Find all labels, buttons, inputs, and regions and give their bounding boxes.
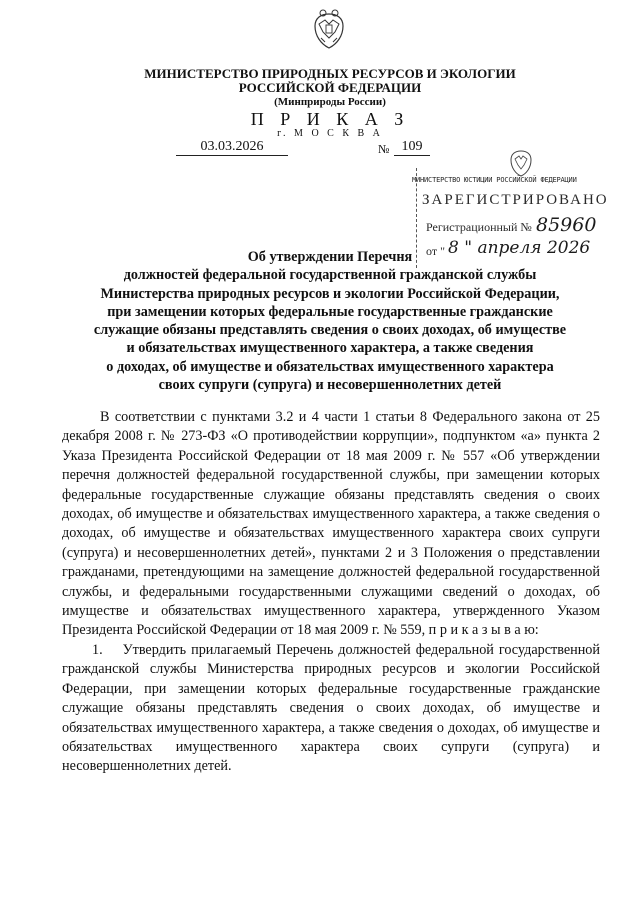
stamp-organization: МИНИСТЕРСТВО ЮСТИЦИИ РОССИЙСКОЙ ФЕДЕРАЦИИ xyxy=(412,176,577,184)
item-1-paragraph: 1. Утвердить прилагаемый Перечень должностей федеральной государственной гражданской службы Министерства природных ресурсов и экологии Российской Федерации, при замещении которых федеральные государственные гражданские служащие обязаны представлять сведения о своих доходах, об имуществе и обязательствах имущественного характера, а также сведения о доходах, об имуществе и обязательствах имущественного характера своих супруги (супруга) и несовершеннолетних детей. xyxy=(62,641,600,775)
ministry-name-line2: РОССИЙСКОЙ ФЕДЕРАЦИИ xyxy=(238,80,422,95)
order-body xyxy=(62,408,600,777)
ministry-short-name: (Минприроды России) xyxy=(274,96,386,108)
document-date: 03.03.2026 xyxy=(176,139,288,156)
title-line: о доходах, об имуществе и обязательствах имущественного характера xyxy=(106,358,554,375)
stamp-reg-label: Регистрационный № xyxy=(426,220,532,234)
stamp-date-value: 8 " апреля 2026 xyxy=(448,238,591,258)
title-line: служащие обязаны представлять сведения о своих доходах, об имуществе xyxy=(93,322,567,339)
order-title xyxy=(70,248,590,394)
document-number: 109 xyxy=(394,139,430,156)
stamp-emblem-icon xyxy=(508,148,534,178)
title-line: и обязательствах имущественного характера, а также сведения xyxy=(126,340,534,357)
title-line: при замещении которых федеральные государственные гражданские xyxy=(107,303,553,320)
preamble-paragraph: В соответствии с пунктами 3.2 и 4 части 1 статьи 8 Федерального закона от 25 декабря 2008 г. № 273-ФЗ «О противодействии коррупции», подпунктом «а» пункта 2 Указа Президента Российской Федерации от 18 мая 2009 г. № 557 «Об утверждении перечня должностей федеральной государственной службы, при замещении которых федеральные государственные служащие обязаны представлять сведения о своих доходах, об имуществе и обязательствах имущественного характера, а также сведения о доходах, об имуществе и обязательствах имущественного характера своих супруги (супруга) и несовершеннолетних детей», пунктами 2 и 3 Положения о представлении гражданами, претендующими на замещение должностей федеральной государственной службы, и федеральными государственными служащими сведений о доходах, об имуществе и обязательствах имущественного характера, утвержденного Указом Президента Российской Федерации от 18 мая 2009 г. № 559, п р и к а з ы в а ю: xyxy=(62,409,600,639)
number-sign: № xyxy=(378,142,390,156)
coat-of-arms-emblem xyxy=(311,8,347,50)
title-line: своих супруги (супруга) и несовершеннолетних детей xyxy=(158,377,502,394)
stamp-registered: ЗАРЕГИСТРИРОВАНО xyxy=(422,192,609,208)
document-type: П Р И К А З xyxy=(250,109,410,129)
title-line: Министерства природных ресурсов и экологии Российской Федерации, xyxy=(100,285,560,302)
title-line: Об утверждении Перечня xyxy=(247,249,413,265)
title-line: должностей федеральной государственной гражданской службы xyxy=(123,267,537,284)
stamp-date-label: от " xyxy=(426,244,445,258)
city: г. М О С К В А xyxy=(277,128,383,139)
ministry-name-line1: МИНИСТЕРСТВО ПРИРОДНЫХ РЕСУРСОВ И ЭКОЛОГИИ xyxy=(144,66,516,81)
stamp-reg-number: 85960 xyxy=(536,214,597,236)
